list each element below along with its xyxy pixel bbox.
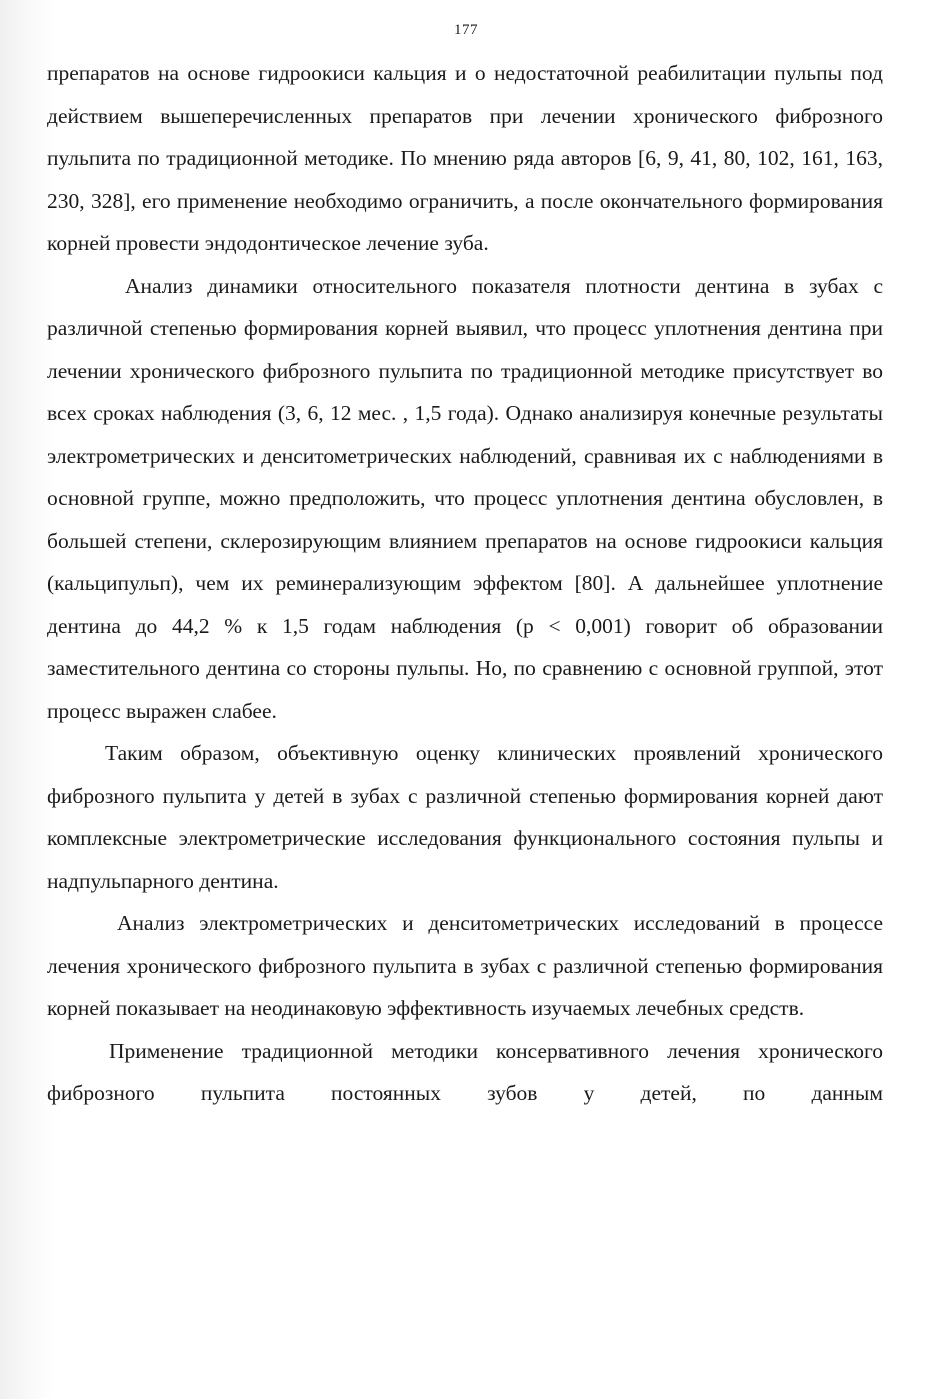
page-number: 177 [454,22,478,38]
paragraph-continuation: препаратов на основе гидроокиси кальция и о недостаточной реабилитации пульпы под действием вышеперечисленных препаратов при лечении хронического фиброзного пульпита по традиционной методике. По мнению ряда авторов [6, 9, 41, 80, 102, 161, 163, 230, 328], его применение необходимо ограничить, а после окончательного формирования корней провести эндодонтическое лечение зуба. [47,61,883,255]
page-body [47,52,883,1115]
paragraph-traditional-method: Применение традиционной методики консервативного лечения хронического фиброзного пульпита постоянных зубов у детей, по данным [47,1038,883,1105]
scan-shadow-edge [0,0,54,1399]
paragraph-electrometric-analysis: Анализ электрометрических и денситометрических исследований в процессе лечения хронического фиброзного пульпита в зубах с различной степенью формирования корней показывает на неодинаковую эффективность изучаемых лечебных средств. [47,911,883,1020]
paragraph-conclusion: Таким образом, объективную оценку клинических проявлений хронического фиброзного пульпита у детей в зубах с различной степенью формирования корней дают комплексные электрометрические исследования функционального состояния пульпы и надпульпарного дентина. [47,741,883,893]
paragraph-dentin-density-analysis: Анализ динамики относительного показателя плотности дентина в зубах с различной степенью формирования корней выявил, что процесс уплотнения дентина при лечении хронического фиброзного пульпита по традиционной методике присутствует во всех сроках наблюдения (3, 6, 12 мес. , 1,5 года). Однако анализируя конечные результаты электрометрических и денситометрических наблюдений, сравнивая их с наблюдениями в основной группе, можно предположить, что процесс уплотнения дентина обусловлен, в большей степени, склерозирующим влиянием препаратов на основе гидроокиси кальция (кальципульп), чем их реминерализующим эффектом [80]. А дальнейшее уплотнение дентина до 44,2 % к 1,5 годам наблюдения (p < 0,001) говорит об образовании заместительного дентина со стороны пульпы. Но, по сравнению с основной группой, этот процесс выражен слабее. [47,273,883,723]
